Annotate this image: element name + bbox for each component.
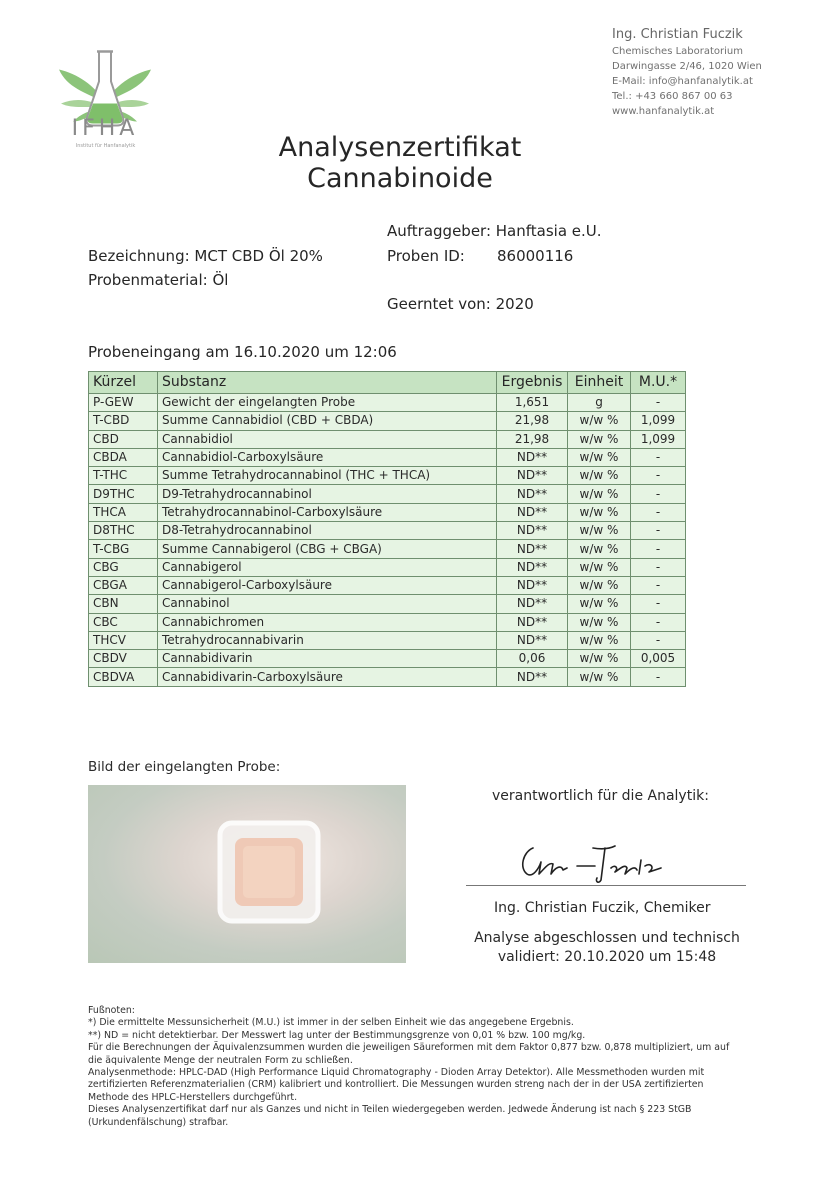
- table-row: [89, 485, 686, 503]
- cell-einheit: w/w %: [568, 668, 631, 686]
- signer-name: Ing. Christian Fuczik, Chemiker: [494, 900, 711, 916]
- col-header-substanz: Substanz: [158, 372, 497, 394]
- cell-substanz: Summe Cannabigerol (CBG + CBGA): [158, 540, 497, 558]
- table-row: [89, 412, 686, 430]
- cell-ergebnis: ND**: [497, 668, 568, 686]
- table-row: [89, 394, 686, 412]
- sample-photo: [88, 785, 406, 963]
- cell-mu: -: [631, 668, 686, 686]
- footnote-line: die äquivalente Menge der neutralen Form zu schließen.: [88, 1054, 353, 1066]
- cell-substanz: Summe Cannabidiol (CBD + CBDA): [158, 412, 497, 430]
- lab-phone: Tel.: +43 660 867 00 63: [612, 91, 733, 102]
- probenmaterial: Probenmaterial: Öl: [88, 271, 229, 289]
- cell-substanz: Gewicht der eingelangten Probe: [158, 394, 497, 412]
- cell-einheit: w/w %: [568, 558, 631, 576]
- cell-ergebnis: ND**: [497, 631, 568, 649]
- cell-substanz: Cannabidiol-Carboxylsäure: [158, 448, 497, 466]
- proben-id-value: 86000116: [497, 247, 574, 265]
- cell-substanz: Cannabidiol: [158, 430, 497, 448]
- cell-ergebnis: ND**: [497, 540, 568, 558]
- cell-einheit: w/w %: [568, 613, 631, 631]
- table-row: [89, 558, 686, 576]
- logo-subtitle: Institut für Hanfanalytik: [75, 143, 136, 149]
- footnote-line: *) Die ermittelte Messunsicherheit (M.U.) ist immer in der selben Einheit wie das angegebene Ergebnis.: [88, 1017, 574, 1029]
- cell-ergebnis: 0,06: [497, 650, 568, 668]
- cell-mu: -: [631, 522, 686, 540]
- cell-kuerzel: CBGA: [89, 576, 158, 594]
- lab-email: E-Mail: info@hanfanalytik.at: [612, 76, 753, 87]
- cell-mu: -: [631, 595, 686, 613]
- lab-line: Darwingasse 2/46, 1020 Wien: [612, 61, 762, 72]
- cell-einheit: w/w %: [568, 448, 631, 466]
- cell-kuerzel: CBDV: [89, 650, 158, 668]
- cell-mu: -: [631, 613, 686, 631]
- cell-einheit: w/w %: [568, 503, 631, 521]
- bezeichnung: Bezeichnung: MCT CBD Öl 20%: [88, 247, 323, 265]
- cell-kuerzel: D8THC: [89, 522, 158, 540]
- table-row: [89, 467, 686, 485]
- cell-ergebnis: ND**: [497, 595, 568, 613]
- cell-einheit: w/w %: [568, 576, 631, 594]
- cell-kuerzel: THCA: [89, 503, 158, 521]
- col-header-einheit: Einheit: [568, 372, 631, 394]
- cell-kuerzel: CBDA: [89, 448, 158, 466]
- validation-block: [466, 929, 748, 967]
- cell-einheit: w/w %: [568, 522, 631, 540]
- footnotes-title: Fußnoten:: [88, 1005, 135, 1016]
- table-row: [89, 595, 686, 613]
- cell-einheit: w/w %: [568, 650, 631, 668]
- cell-kuerzel: CBG: [89, 558, 158, 576]
- cell-kuerzel: T-THC: [89, 467, 158, 485]
- col-header-ergebnis: Ergebnis: [497, 372, 568, 394]
- table-row: [89, 613, 686, 631]
- sample-container-image: [88, 785, 406, 963]
- cell-ergebnis: ND**: [497, 558, 568, 576]
- cell-ergebnis: ND**: [497, 467, 568, 485]
- table-row: [89, 430, 686, 448]
- footnote-line: Für die Berechnungen der Äquivalenzsummen wurden die jeweiligen Säureformen mit dem Faktor 0,877 bzw. 0,878 multipliziert, um auf: [88, 1042, 730, 1054]
- lab-line: Chemisches Laboratorium: [612, 46, 743, 57]
- cell-substanz: Cannabigerol-Carboxylsäure: [158, 576, 497, 594]
- cell-substanz: D9-Tetrahydrocannabinol: [158, 485, 497, 503]
- cell-substanz: Cannabigerol: [158, 558, 497, 576]
- cell-mu: -: [631, 485, 686, 503]
- cell-ergebnis: ND**: [497, 613, 568, 631]
- cell-kuerzel: CBDVA: [89, 668, 158, 686]
- cell-kuerzel: T-CBG: [89, 540, 158, 558]
- cell-einheit: w/w %: [568, 540, 631, 558]
- cell-ergebnis: 21,98: [497, 430, 568, 448]
- cell-ergebnis: ND**: [497, 576, 568, 594]
- signature-image: [515, 838, 675, 888]
- table-row: [89, 448, 686, 466]
- title-line-2: Cannabinoide: [307, 163, 493, 194]
- cell-kuerzel: CBC: [89, 613, 158, 631]
- cell-mu: -: [631, 503, 686, 521]
- cell-mu: -: [631, 467, 686, 485]
- footnote-line: Analysenmethode: HPLC-DAD (High Performance Liquid Chromatography - Dioden Array Detektor). Alle Messmethoden wurden mit: [88, 1067, 705, 1079]
- cell-einheit: g: [568, 394, 631, 412]
- cell-mu: -: [631, 558, 686, 576]
- table-row: [89, 540, 686, 558]
- cell-substanz: Cannabidivarin-Carboxylsäure: [158, 668, 497, 686]
- cell-ergebnis: ND**: [497, 485, 568, 503]
- cell-kuerzel: D9THC: [89, 485, 158, 503]
- cell-ergebnis: 21,98: [497, 412, 568, 430]
- cell-kuerzel: CBD: [89, 430, 158, 448]
- footnote-line: Methode des HPLC-Herstellers durchgeführt.: [88, 1091, 298, 1103]
- lab-name: Ing. Christian Fuczik: [612, 27, 743, 42]
- cell-substanz: Tetrahydrocannabivarin: [158, 631, 497, 649]
- proben-id-label: Proben ID:: [387, 247, 465, 265]
- cell-mu: -: [631, 540, 686, 558]
- cell-einheit: w/w %: [568, 430, 631, 448]
- cell-ergebnis: ND**: [497, 448, 568, 466]
- cell-kuerzel: CBN: [89, 595, 158, 613]
- cell-mu: 1,099: [631, 412, 686, 430]
- cell-mu: 1,099: [631, 430, 686, 448]
- table-row: [89, 631, 686, 649]
- cell-ergebnis: ND**: [497, 503, 568, 521]
- photo-label: Bild der eingelangten Probe:: [88, 759, 281, 775]
- table-row: [89, 522, 686, 540]
- cell-substanz: Tetrahydrocannabinol-Carboxylsäure: [158, 503, 497, 521]
- certificate-title: [0, 132, 800, 194]
- cell-mu: -: [631, 576, 686, 594]
- validation-line-2: validiert: 20.10.2020 um 15:48: [497, 949, 717, 965]
- footnote-line: **) ND = nicht detektierbar. Der Messwert lag unter der Bestimmungsgrenze von 0,01 % bzw. 100 mg/kg.: [88, 1029, 586, 1041]
- cell-mu: -: [631, 631, 686, 649]
- cell-substanz: Summe Tetrahydrocannabinol (THC + THCA): [158, 467, 497, 485]
- cell-substanz: D8-Tetrahydrocannabinol: [158, 522, 497, 540]
- cell-ergebnis: 1,651: [497, 394, 568, 412]
- footnote-line: Dieses Analysenzertifikat darf nur als Ganzes und nicht in Teilen wiedergegeben werden. Jedwede Änderung ist nach § 223 StGB: [88, 1104, 692, 1116]
- table-row: [89, 503, 686, 521]
- responsible-label: verantwortlich für die Analytik:: [492, 788, 709, 804]
- geerntet: Geerntet von: 2020: [387, 295, 534, 313]
- col-header-mu: M.U.*: [631, 372, 686, 394]
- footnote-line: zertifizierten Referenzmaterialien (CRM) kalibriert und kontrolliert. Die Messungen wurden streng nach der in der USA zertifizierten: [88, 1079, 704, 1091]
- results-table-container: [88, 371, 686, 687]
- cell-mu: 0,005: [631, 650, 686, 668]
- cell-mu: -: [631, 394, 686, 412]
- lab-website: www.hanfanalytik.at: [612, 106, 715, 117]
- logo-wordmark: IFHA: [71, 116, 139, 141]
- lab-address-block: [612, 26, 762, 119]
- probeneingang: Probeneingang am 16.10.2020 um 12:06: [88, 343, 397, 361]
- signature-line: [466, 885, 746, 886]
- cell-kuerzel: THCV: [89, 631, 158, 649]
- cell-substanz: Cannabichromen: [158, 613, 497, 631]
- table-header-row: [89, 372, 686, 394]
- table-row: [89, 668, 686, 686]
- cell-ergebnis: ND**: [497, 522, 568, 540]
- cell-einheit: w/w %: [568, 467, 631, 485]
- cell-einheit: w/w %: [568, 412, 631, 430]
- cell-einheit: w/w %: [568, 485, 631, 503]
- cell-mu: -: [631, 448, 686, 466]
- table-row: [89, 576, 686, 594]
- footnote-line: (Urkundenfälschung) strafbar.: [88, 1116, 229, 1128]
- results-table: [88, 371, 686, 687]
- auftraggeber: Auftraggeber: Hanftasia e.U.: [387, 222, 602, 240]
- col-header-kuerzel: Kürzel: [89, 372, 158, 394]
- cell-einheit: w/w %: [568, 631, 631, 649]
- table-row: [89, 650, 686, 668]
- cell-kuerzel: T-CBD: [89, 412, 158, 430]
- validation-line-1: Analyse abgeschlossen und technisch: [474, 930, 740, 946]
- cell-substanz: Cannabidivarin: [158, 650, 497, 668]
- footnotes: [88, 1005, 778, 1129]
- title-line-1: Analysenzertifikat: [278, 132, 522, 163]
- cell-kuerzel: P-GEW: [89, 394, 158, 412]
- cell-einheit: w/w %: [568, 595, 631, 613]
- cell-substanz: Cannabinol: [158, 595, 497, 613]
